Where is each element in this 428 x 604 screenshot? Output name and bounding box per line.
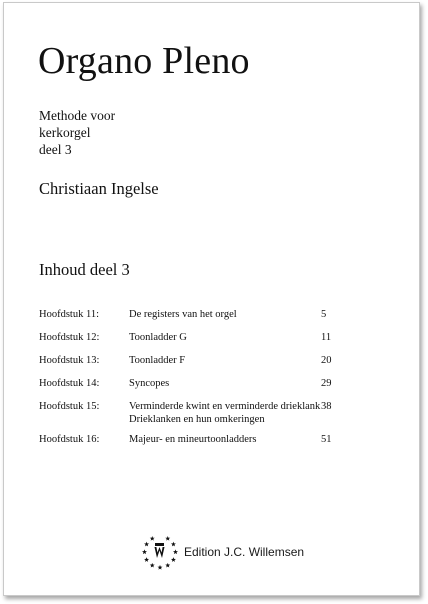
document-title: Organo Pleno [38, 40, 250, 82]
toc-page-number: 5 [321, 309, 327, 320]
logo-star [171, 542, 176, 547]
logo-star [144, 557, 149, 562]
publisher-block [140, 531, 304, 571]
toc-entry [39, 331, 349, 354]
toc-page-number: 11 [321, 332, 332, 343]
document-page [3, 2, 420, 596]
subtitle-line: deel 3 [39, 142, 72, 157]
toc-title [129, 377, 169, 390]
logo-star [165, 563, 170, 568]
toc-title [129, 308, 237, 321]
toc-title [129, 400, 320, 426]
toc-title-line: De registers van het orgel [129, 309, 237, 320]
toc-chapter: Hoofdstuk 15: [39, 401, 100, 412]
toc-chapter: Hoofdstuk 16: [39, 434, 100, 445]
toc-entry [39, 377, 349, 400]
logo-star [150, 563, 155, 568]
author-name: Christiaan Ingelse [39, 179, 159, 198]
star-circle-w-logo-icon [140, 531, 180, 571]
toc-title [129, 354, 185, 367]
toc-page-number: 29 [321, 378, 332, 389]
toc-title-line: Majeur- en mineurtoonladders [129, 434, 257, 445]
logo-star [142, 549, 147, 554]
table-of-contents [39, 308, 349, 456]
toc-page-number: 20 [321, 355, 332, 366]
toc-chapter: Hoofdstuk 12: [39, 332, 100, 343]
toc-entry [39, 354, 349, 377]
toc-entry [39, 400, 349, 433]
toc-title-line: Toonladder F [129, 355, 186, 366]
publisher-name: Edition J.C. Willemsen [184, 545, 305, 559]
logo-star [165, 536, 170, 541]
toc-entry [39, 433, 349, 456]
subtitle-line: Methode voor [39, 108, 116, 123]
logo-star [144, 542, 149, 547]
toc-heading: Inhoud deel 3 [39, 260, 130, 279]
logo-star [171, 557, 176, 562]
toc-title-line: Toonladder G [129, 332, 187, 343]
logo-star [158, 565, 163, 570]
logo-star [150, 536, 155, 541]
toc-page-number: 38 [321, 401, 332, 412]
toc-title-line: Verminderde kwint en verminderde drieklank [129, 401, 321, 412]
toc-title [129, 433, 257, 446]
toc-chapter: Hoofdstuk 13: [39, 355, 100, 366]
toc-chapter: Hoofdstuk 14: [39, 378, 100, 389]
toc-title [129, 331, 187, 344]
logo-star [173, 549, 178, 554]
toc-title-line: Drieklanken en hun omkeringen [129, 414, 265, 425]
document-subtitle [39, 107, 115, 158]
toc-chapter: Hoofdstuk 11: [39, 309, 99, 320]
toc-page-number: 51 [321, 434, 332, 445]
subtitle-line: kerkorgel [39, 125, 91, 140]
toc-entry [39, 308, 349, 331]
toc-title-line: Syncopes [129, 378, 170, 389]
